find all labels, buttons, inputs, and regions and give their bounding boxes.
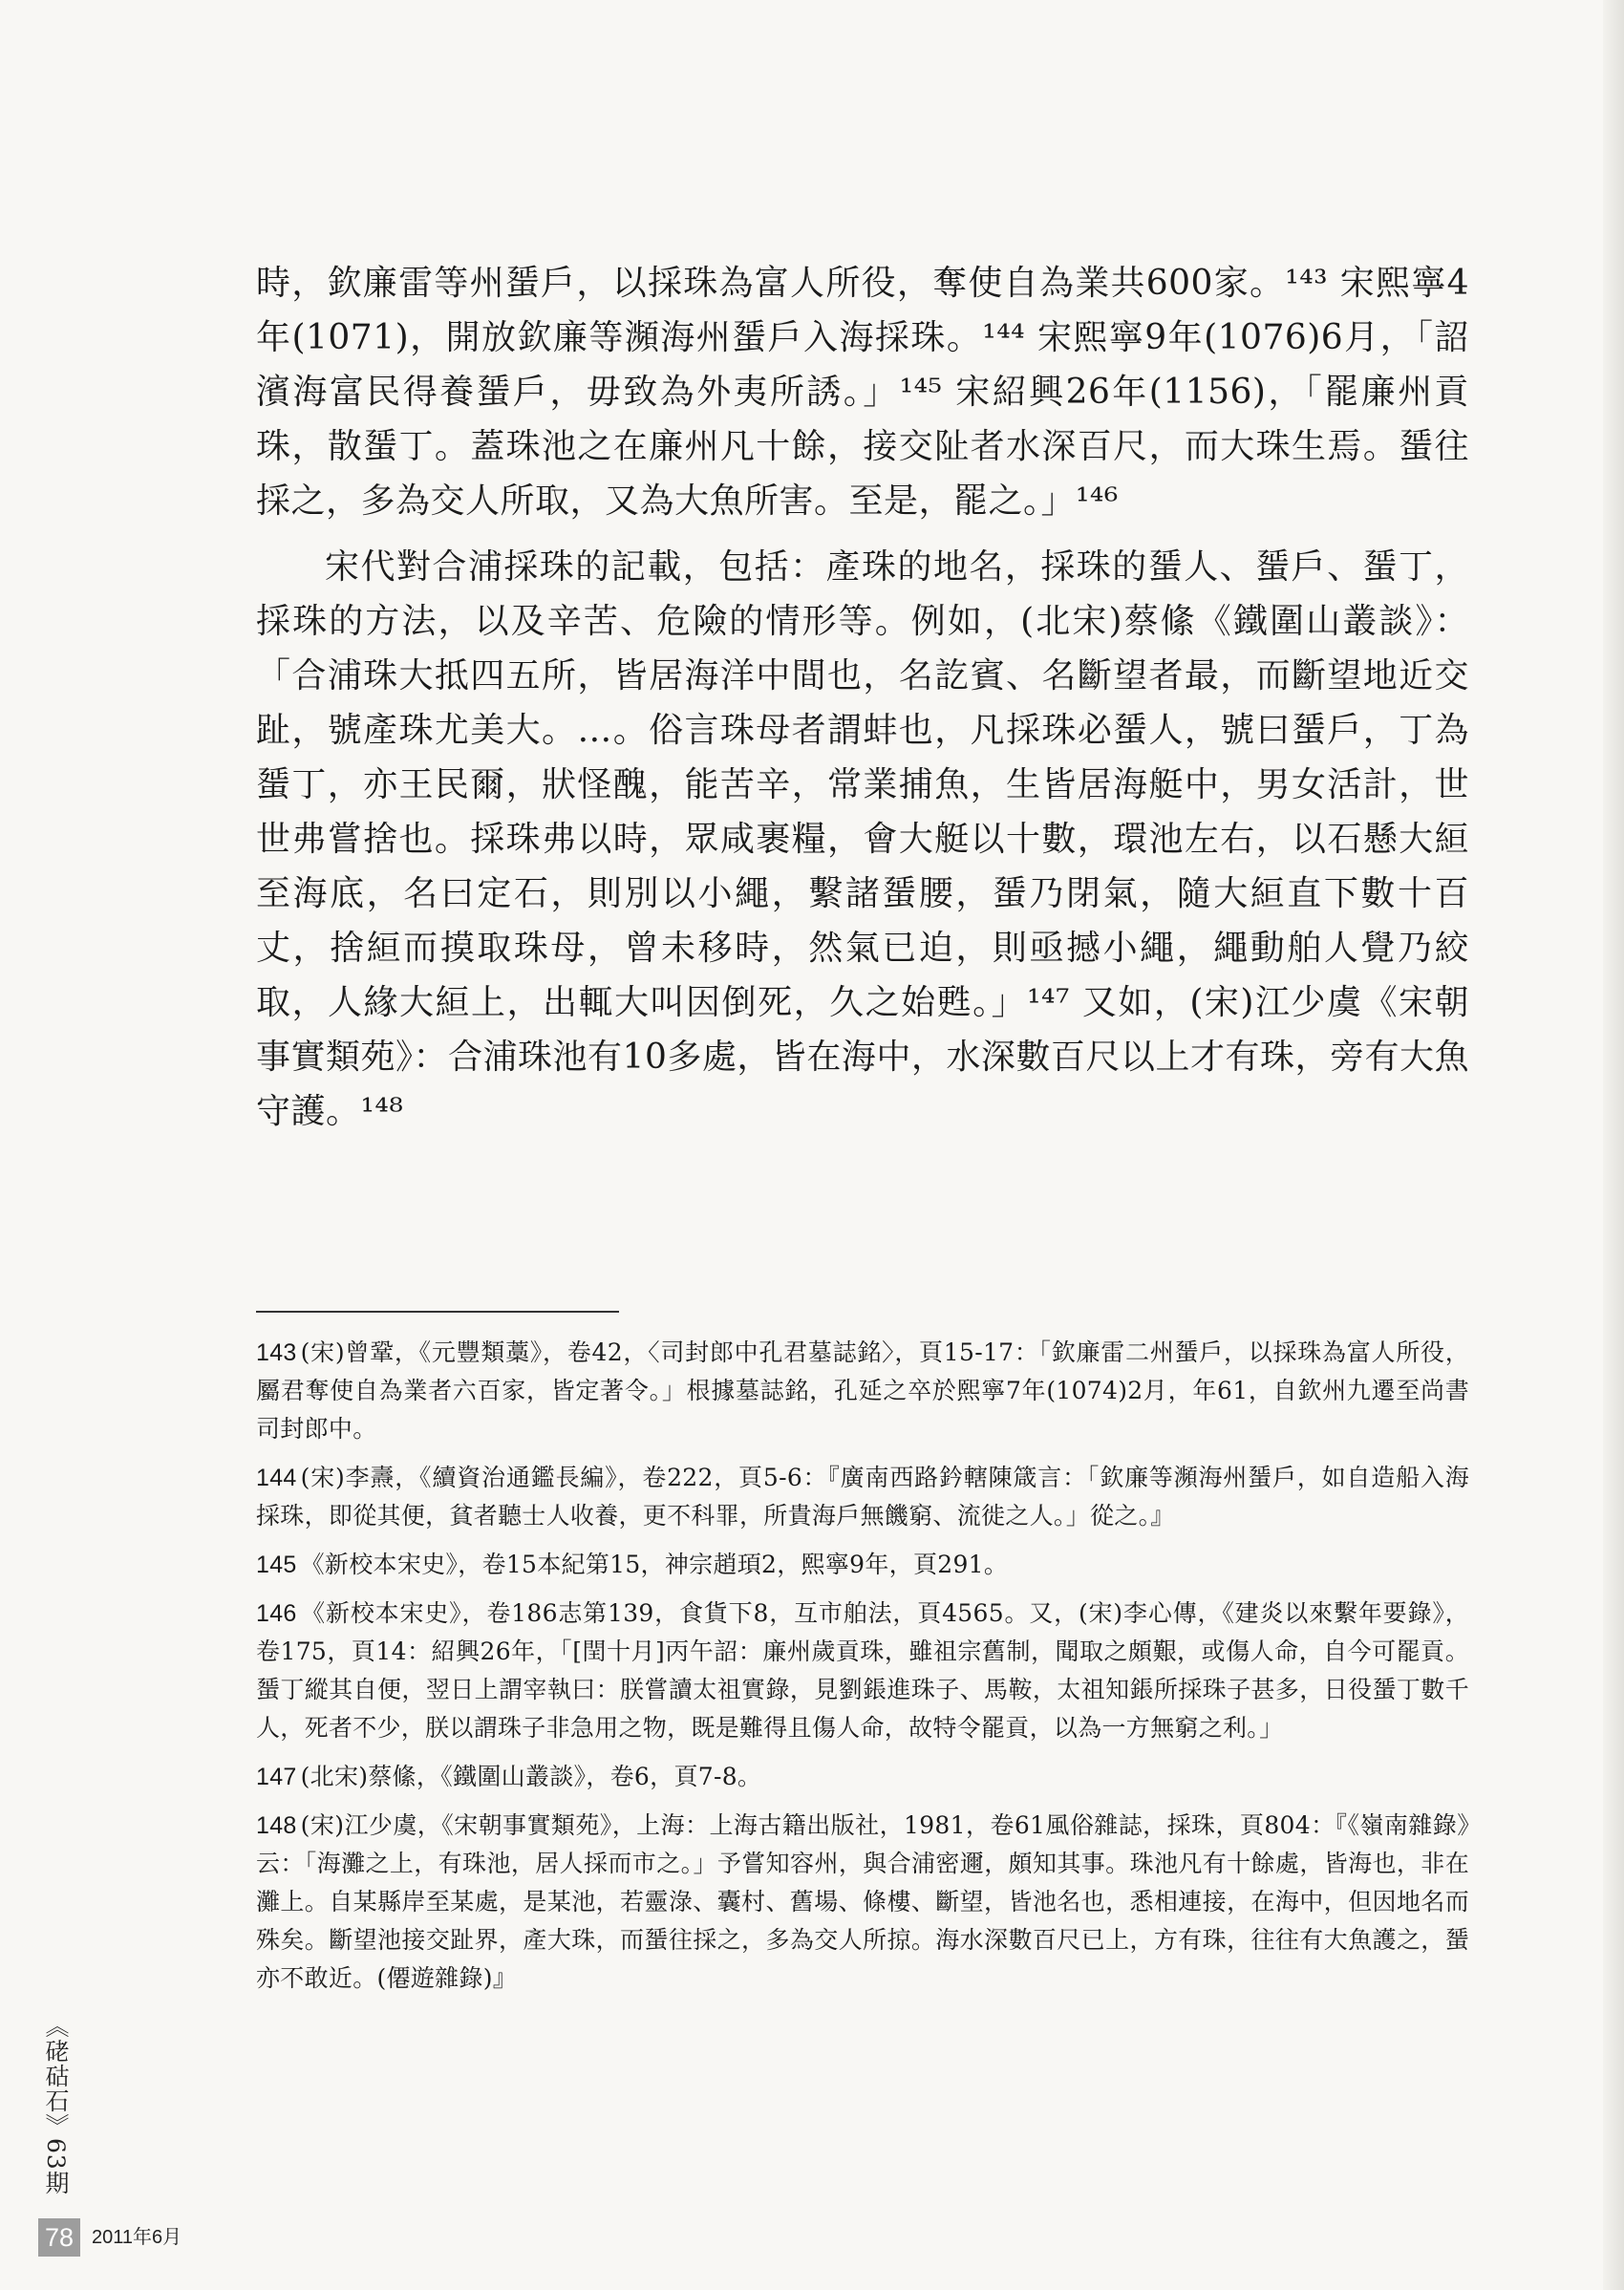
page-edge-shadow [1603,0,1624,2290]
footnote-number: 144 [256,1465,297,1491]
footnote-text: 《新校本宋史》，卷186志第139，食貨下8，互市舶法，頁4565。又，(宋)李心傳，《建炎以來繫年要錄》，卷175，頁14：紹興26年，「[閏十月]丙午詔：廉州歲貢珠，雖祖宗舊制，聞取之頗艱，或傷人命，自今可罷貢。蜑丁縱其自便，翌日上謂宰執曰：朕嘗讀太祖實錄，見劉鋹進珠子、馬鞍，太祖知鋹所採珠子甚多，日役蜑丁數千人，死者不少，朕以謂珠子非急用之物，既是難得且傷人命，故特令罷貢，以為一方無窮之利。」 [256,1599,1469,1742]
footnote-text: (宋)李燾，《續資治通鑑長編》，卷222，頁5-6：『廣南西路鈐轄陳箴言：「欽廉等瀕海州蜑戶，如自造船入海採珠，即從其便，貧者聽士人收養，更不科罪，所貴海戶無饑窮、流徙之人。」從之。』 [256,1464,1469,1530]
footnote-number: 147 [256,1764,297,1790]
footnote-148 [256,1807,1469,1998]
footnote-143 [256,1334,1469,1448]
footnote-text: (宋)曾鞏，《元豐類藁》，卷42，〈司封郎中孔君墓誌銘〉，頁15-17：「欽廉雷二州蜑戶，以採珠為富人所役，屬君奪使自為業者六百家，皆定著令。」根據墓誌銘，孔延之卒於熙寧7年(1074)2月，年61，自欽州九遷至尚書司封郎中。 [256,1338,1469,1443]
footnote-text: (宋)江少虞，《宋朝事實類苑》，上海：上海古籍出版社，1981，卷61風俗雜誌，採珠，頁804：『《嶺南雜錄》云：「海灘之上，有珠池，居人採而市之。」予嘗知容州，與合浦密邇，頗知其事。珠池凡有十餘處，皆海也，非在灘上。自某縣岸至某處，是某池，若靈淥、囊村、舊場、條樓、斷望，皆池名也，悉相連接，在海中，但因地名而殊矣。斷望池接交趾界，產大珠，而蜑往採之，多為交人所掠。海水深數百尺已上，方有珠，往往有大魚護之，蜑亦不敢近。(僊遊雜錄)』 [256,1811,1469,1992]
footnote-text: 《新校本宋史》，卷15本紀第15，神宗趙頊2，熙寧9年，頁291。 [300,1551,1009,1578]
footnote-divider [256,1311,619,1313]
issue-date: 2011年6月 [92,2227,182,2248]
footnote-145 [256,1546,1469,1584]
body-paragraph-1: 時，欽廉雷等州蜑戶，以採珠為富人所役，奪使自為業共600家。¹⁴³ 宋熙寧4年(1071)，開放欽廉等瀕海州蜑戶入海採珠。¹⁴⁴ 宋熙寧9年(1076)6月，「詔濱海富民得養蜑戶，毋致為外夷所誘。」¹⁴⁵ 宋紹興26年(1156)，「罷廉州貢珠，散蜑丁。蓋珠池之在廉州凡十餘，接交阯者水深百尺，而大珠生焉。蜑往採之，多為交人所取，又為大魚所害。至是，罷之。」¹⁴⁶ [256,264,1469,521]
footnote-144 [256,1459,1469,1535]
page-number: 78 [38,2218,80,2257]
body-paragraph-2: 宋代對合浦採珠的記載，包括：產珠的地名，採珠的蜑人、蜑戶、蜑丁，採珠的方法，以及辛苦、危險的情形等。例如，(北宋)蔡絛《鐵圍山叢談》：「合浦珠大抵四五所，皆居海洋中間也，名訖賓、名斷望者最，而斷望地近交趾，號產珠尤美大。…。俗言珠母者謂蚌也，凡採珠必蜑人，號曰蜑戶，丁為蜑丁，亦王民爾，狀怪醜，能苦辛，常業捕魚，生皆居海艇中，男女活計，世世弗嘗捨也。採珠弗以時，眾咸裹糧，會大艇以十數，環池左右，以石懸大絙至海底，名曰定石，則別以小繩，繫諸蜑腰，蜑乃閉氣，隨大絙直下數十百丈，捨絙而摸取珠母，曾未移時，然氣已迫，則亟撼小繩，繩動舶人覺乃絞取，人緣大絙上，出輒大叫因倒死，久之始甦。」¹⁴⁷ 又如，(宋)江少虞《宋朝事實類苑》：合浦珠池有10多處，皆在海中，水深數百尺以上才有珠，旁有大魚守護。¹⁴⁸ [256,547,1469,1131]
main-body-text [256,256,1469,1139]
footnote-number: 148 [256,1812,297,1839]
footnote-147 [256,1758,1469,1796]
footnotes-section [256,1334,1469,2008]
footnote-number: 143 [256,1339,297,1366]
journal-title-vertical: 《硓𥑮石》63期 [42,2014,70,2195]
footnote-146 [256,1594,1469,1747]
footnote-text: (北宋)蔡絛，《鐵圍山叢談》，卷6，頁7-8。 [300,1763,762,1790]
footnote-number: 145 [256,1552,297,1578]
footnote-number: 146 [256,1600,297,1627]
